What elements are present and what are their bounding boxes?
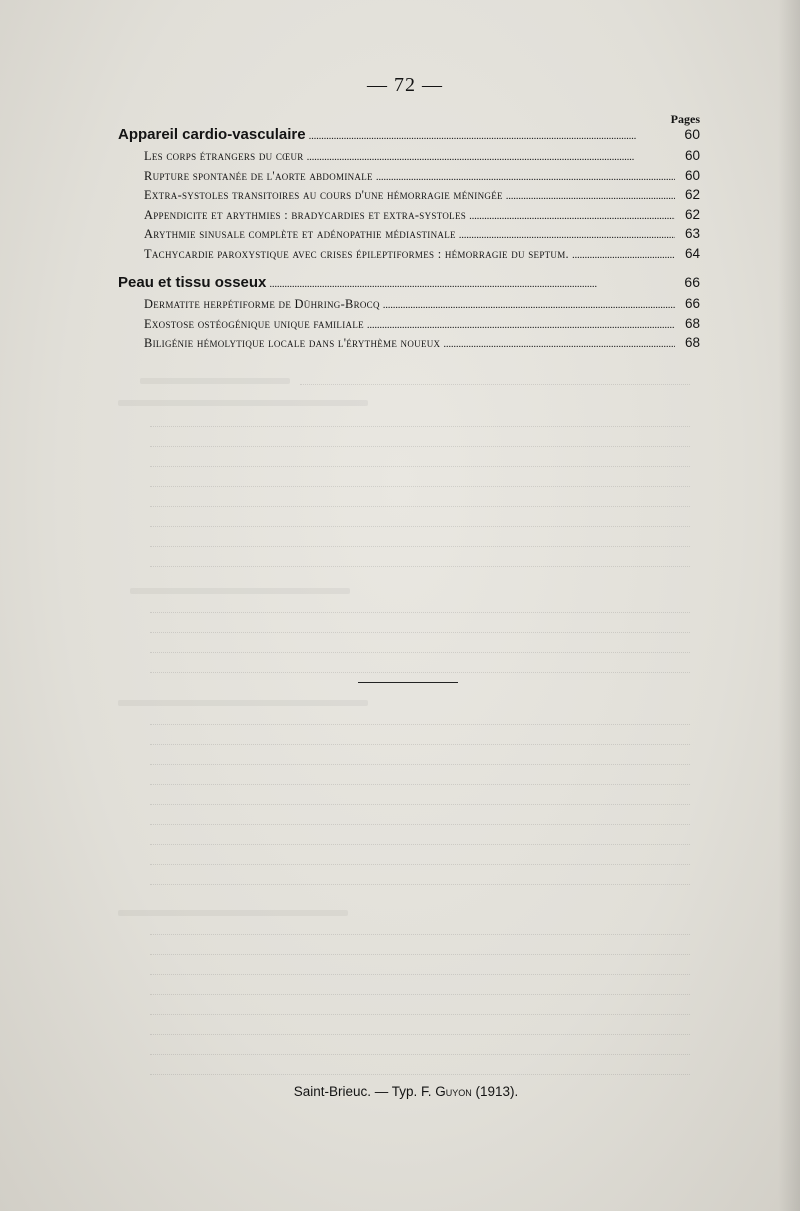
- dot-leader: [307, 151, 675, 163]
- entry-title: Appendicite et arythmies : bradycardies et extra-systoles: [144, 207, 467, 222]
- entry-page-number: 64: [684, 245, 700, 261]
- section-page-number: 66: [684, 274, 700, 290]
- toc-entry: [118, 226, 700, 246]
- toc-section-cardio: [118, 126, 700, 148]
- dot-leader: [376, 171, 675, 183]
- entry-page-number: 63: [684, 226, 700, 241]
- entry-title: Exostose ostéogénique unique familiale: [144, 316, 364, 331]
- toc-entry: [118, 335, 700, 355]
- section-title: Peau et tissu osseux: [118, 274, 267, 291]
- entry-page-number: 62: [684, 206, 700, 222]
- dot-leader: [269, 278, 675, 290]
- toc-entry: [118, 207, 700, 227]
- toc-entry: [118, 187, 700, 207]
- imprint-text: Saint-Brieuc. — Typ. F.: [293, 1084, 436, 1099]
- dot-leader: [443, 338, 675, 350]
- section-title: Appareil cardio-vasculaire: [118, 126, 306, 143]
- entry-title: Arythmie sinusale complète et adénopathie médiastinale: [144, 227, 456, 241]
- dot-leader: [506, 190, 675, 202]
- page-edge-shadow: [778, 0, 800, 1211]
- toc-entry: [118, 246, 700, 266]
- dot-leader: [367, 319, 675, 331]
- entry-title: Rupture spontanée de l'aorte abdominale: [144, 168, 373, 183]
- dot-leader: [572, 249, 675, 261]
- table-of-contents: [118, 126, 700, 355]
- imprint-year: (1913).: [471, 1084, 519, 1099]
- toc-entry: [118, 296, 700, 316]
- horizontal-divider: [358, 682, 458, 683]
- entry-page-number: 62: [684, 187, 700, 202]
- toc-entry: [118, 148, 700, 168]
- entry-title: Tachycardie paroxystique avec crises épileptiformes : hémorragie du septum.: [144, 246, 569, 261]
- toc-entry: [118, 316, 700, 336]
- toc-section-peau: [118, 274, 700, 296]
- imprint-printer-name: Guyon: [435, 1084, 472, 1099]
- entry-page-number: 60: [684, 148, 700, 163]
- entry-title: Dermatite herpétiforme de Dühring-Brocq: [144, 297, 380, 311]
- entry-page-number: 66: [684, 296, 700, 311]
- dot-leader: [383, 299, 675, 311]
- page-number: — 72 —: [367, 74, 443, 96]
- section-page-number: 60: [684, 126, 700, 142]
- entry-page-number: 60: [684, 167, 700, 183]
- entry-page-number: 68: [684, 315, 700, 331]
- dot-leader: [459, 229, 675, 241]
- entry-title: Extra-systoles transitoires au cours d'une hémorragie méningée: [144, 188, 503, 202]
- dot-leader: [309, 130, 675, 142]
- dot-leader: [469, 210, 675, 222]
- entry-title: Biligénie hémolytique locale dans l'érythème noueux: [144, 336, 441, 350]
- toc-entry: [118, 168, 700, 188]
- pages-column-label: Pages: [670, 112, 700, 126]
- entry-page-number: 68: [684, 335, 700, 350]
- printer-imprint: [0, 1084, 800, 1099]
- entry-title: Les corps étrangers du cœur: [144, 149, 304, 163]
